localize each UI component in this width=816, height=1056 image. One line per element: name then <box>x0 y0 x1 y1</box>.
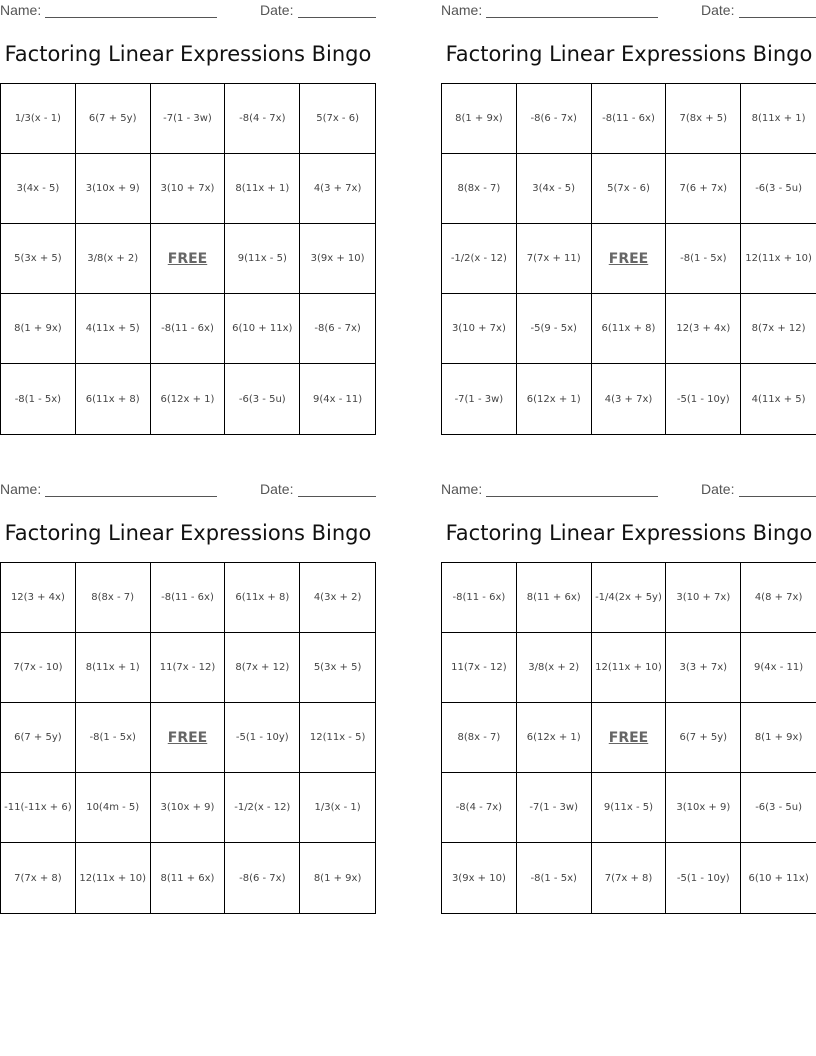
bingo-cell: 8(11x + 1) <box>741 84 816 154</box>
bingo-cell: -7(1 - 3w) <box>151 84 226 154</box>
card-title: Factoring Linear Expressions Bingo <box>4 521 372 545</box>
bingo-cell: 6(7 + 5y) <box>1 703 76 773</box>
bingo-cell: 3(3 + 7x) <box>666 633 741 703</box>
free-space-cell: FREE <box>592 224 667 294</box>
bingo-cell: -8(1 - 5x) <box>517 843 592 913</box>
bingo-cell: 12(11x + 10) <box>592 633 667 703</box>
bingo-cell: -8(1 - 5x) <box>76 703 151 773</box>
bingo-cell: 8(11 + 6x) <box>517 563 592 633</box>
bingo-cell: -6(3 - 5u) <box>741 154 816 224</box>
bingo-cell: 12(11x + 10) <box>76 843 151 913</box>
bingo-cell: -8(4 - 7x) <box>442 773 517 843</box>
bingo-cell: 8(11x + 1) <box>225 154 300 224</box>
name-label: Name: <box>441 2 483 18</box>
bingo-cell: 4(3 + 7x) <box>300 154 375 224</box>
name-label: Name: <box>0 2 42 18</box>
bingo-cell: 8(8x - 7) <box>442 703 517 773</box>
bingo-cell: 8(1 + 9x) <box>313 872 362 884</box>
bingo-cell: 7(7x + 8) <box>1 843 76 913</box>
bingo-cell: 8(7x + 12) <box>741 294 816 364</box>
bingo-cell: 3/8(x + 2) <box>517 633 592 703</box>
bingo-cell: 1/3(x - 1) <box>1 84 76 154</box>
bingo-cell: 8(11 + 6x) <box>151 843 226 913</box>
bingo-cell: 6(7 + 5y) <box>76 84 151 154</box>
bingo-cell: -8(11 - 6x) <box>151 563 226 633</box>
free-space-cell: FREE <box>151 703 226 773</box>
bingo-cell: 5(3x + 5) <box>1 224 76 294</box>
bingo-cell: 10(4m - 5) <box>76 773 151 843</box>
bingo-cell: 9(11x - 5) <box>592 773 667 843</box>
bingo-cell: 3(10x + 9) <box>76 154 151 224</box>
bingo-cell: 3(10x + 9) <box>666 773 741 843</box>
bingo-cell: -11(-11x + 6) <box>1 773 76 843</box>
card-header <box>441 2 816 20</box>
bingo-cell: 9(11x - 5) <box>225 224 300 294</box>
bingo-cell: 6(11x + 8) <box>76 364 151 434</box>
name-blank-line <box>45 17 217 18</box>
bingo-cell: -1/2(x - 12) <box>442 224 517 294</box>
bingo-cell: -8(11 - 6x) <box>592 84 667 154</box>
bingo-cell: -5(1 - 10y) <box>666 843 741 913</box>
bingo-cell: 7(7x + 11) <box>517 224 592 294</box>
bingo-cell: -8(6 - 7x) <box>517 84 592 154</box>
bingo-cell: -1/4(2x + 5y) <box>592 563 667 633</box>
bingo-cell: 7(6 + 7x) <box>666 154 741 224</box>
card-title: Factoring Linear Expressions Bingo <box>4 42 372 66</box>
bingo-cell: -8(6 - 7x) <box>300 294 375 364</box>
bingo-cell: 3(4x - 5) <box>1 154 76 224</box>
bingo-cell: 6(10 + 11x) <box>748 872 809 884</box>
bingo-cell: 8(1 + 9x) <box>1 294 76 364</box>
bingo-cell: 3(4x - 5) <box>517 154 592 224</box>
name-blank-line <box>486 17 658 18</box>
bingo-cell: -8(11 - 6x) <box>442 563 517 633</box>
bingo-cell: -6(3 - 5u) <box>741 773 816 843</box>
bingo-cell: -8(11 - 6x) <box>151 294 226 364</box>
bingo-grid <box>441 83 816 435</box>
card-title: Factoring Linear Expressions Bingo <box>445 521 813 545</box>
date-blank-line <box>298 496 376 497</box>
date-blank-line <box>739 17 816 18</box>
bingo-cell: -6(3 - 5u) <box>225 364 300 434</box>
bingo-cell: 6(10 + 11x) <box>225 294 300 364</box>
bingo-cell: -8(4 - 7x) <box>225 84 300 154</box>
bingo-cell: -5(9 - 5x) <box>517 294 592 364</box>
name-label: Name: <box>441 481 483 497</box>
bingo-cell: 11(7x - 12) <box>151 633 226 703</box>
card-title: Factoring Linear Expressions Bingo <box>445 42 813 66</box>
bingo-cell: 6(11x + 8) <box>592 294 667 364</box>
bingo-cell: -7(1 - 3w) <box>442 364 517 434</box>
bingo-cell: -7(1 - 3w) <box>517 773 592 843</box>
bingo-cell: 12(3 + 4x) <box>1 563 76 633</box>
bingo-cell: 9(4x - 11) <box>741 633 816 703</box>
card-header <box>441 481 816 499</box>
bingo-cell: 3(10 + 7x) <box>666 563 741 633</box>
bingo-cell: 9(4x - 11) <box>313 393 363 405</box>
bingo-grid <box>0 83 376 435</box>
date-blank-line <box>739 496 816 497</box>
card-header <box>0 481 376 499</box>
bingo-cell: 6(11x + 8) <box>225 563 300 633</box>
bingo-cell: 11(7x - 12) <box>442 633 517 703</box>
bingo-cell: -5(1 - 10y) <box>666 364 741 434</box>
card-header <box>0 2 376 20</box>
bingo-cell: 5(7x - 6) <box>592 154 667 224</box>
bingo-cell: 4(3 + 7x) <box>592 364 667 434</box>
bingo-cell: 3(10x + 9) <box>151 773 226 843</box>
bingo-cell: 8(7x + 12) <box>225 633 300 703</box>
bingo-cell: 7(8x + 5) <box>666 84 741 154</box>
bingo-cell: 6(12x + 1) <box>517 703 592 773</box>
bingo-cell: 4(8 + 7x) <box>741 563 816 633</box>
bingo-cell: 3(9x + 10) <box>300 224 375 294</box>
bingo-cell: 12(11x - 5) <box>300 703 375 773</box>
bingo-grid <box>441 562 816 914</box>
bingo-cell: 6(12x + 1) <box>517 364 592 434</box>
bingo-cell: 12(3 + 4x) <box>666 294 741 364</box>
date-label: Date: <box>701 481 735 497</box>
bingo-cell: 8(8x - 7) <box>76 563 151 633</box>
bingo-cell: -8(1 - 5x) <box>1 364 76 434</box>
bingo-cell: 8(1 + 9x) <box>741 703 816 773</box>
free-space-cell: FREE <box>592 703 667 773</box>
name-blank-line <box>486 496 658 497</box>
date-label: Date: <box>260 2 294 18</box>
bingo-cell: 8(11x + 1) <box>76 633 151 703</box>
bingo-cell: 8(8x - 7) <box>442 154 517 224</box>
bingo-cell: 4(11x + 5) <box>76 294 151 364</box>
date-blank-line <box>298 17 376 18</box>
bingo-cell: 5(7x - 6) <box>300 84 375 154</box>
bingo-cell: 5(3x + 5) <box>300 633 375 703</box>
date-label: Date: <box>701 2 735 18</box>
name-label: Name: <box>0 481 42 497</box>
bingo-cell: 12(11x + 10) <box>741 224 816 294</box>
name-blank-line <box>45 496 217 497</box>
bingo-cell: 4(3x + 2) <box>300 563 375 633</box>
bingo-cell: 7(7x - 10) <box>1 633 76 703</box>
bingo-cell: 1/3(x - 1) <box>300 773 375 843</box>
bingo-grid <box>0 562 376 914</box>
free-space-cell: FREE <box>151 224 226 294</box>
bingo-cell: 6(12x + 1) <box>151 364 226 434</box>
bingo-cell: -8(6 - 7x) <box>225 843 300 913</box>
bingo-cell: 3(10 + 7x) <box>442 294 517 364</box>
date-label: Date: <box>260 481 294 497</box>
bingo-cell: 8(1 + 9x) <box>442 84 517 154</box>
bingo-cell: 3(9x + 10) <box>442 843 517 913</box>
bingo-cell: 7(7x + 8) <box>592 843 667 913</box>
bingo-cell: 4(11x + 5) <box>751 393 806 405</box>
bingo-cell: -8(1 - 5x) <box>666 224 741 294</box>
bingo-cell: -1/2(x - 12) <box>225 773 300 843</box>
bingo-cell: 3(10 + 7x) <box>151 154 226 224</box>
bingo-cell: 6(7 + 5y) <box>666 703 741 773</box>
bingo-cell: -5(1 - 10y) <box>225 703 300 773</box>
bingo-cell: 3/8(x + 2) <box>76 224 151 294</box>
